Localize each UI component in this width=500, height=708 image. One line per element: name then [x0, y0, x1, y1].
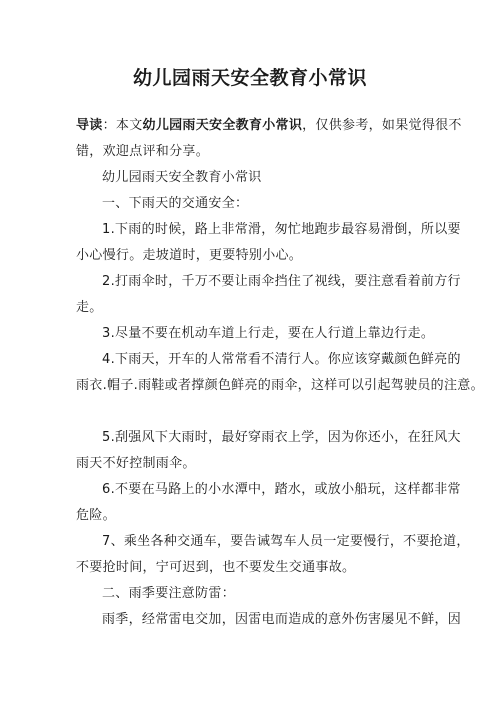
intro-doc-name: 幼儿园雨天安全教育小常识 [142, 118, 303, 133]
document-title: 幼儿园雨天安全教育小常识 [132, 67, 367, 89]
blank-line [76, 399, 426, 425]
paragraph-line: 7、乘坐各种交通车，要告诫驾车人员一定要慢行，不要抢道， [102, 534, 470, 549]
paragraph-line: 雨季，经常雷电交加，因雷电而造成的意外伤害屡见不鲜，因 [102, 612, 462, 627]
section-heading: 二、雨季要注意防雷： [102, 586, 236, 601]
paragraph-line: 雨衣.帽子.雨鞋或者撑颜色鲜亮的雨伞，这样可以引起驾驶员的注意。 [76, 378, 484, 393]
paragraph-line: 3.尽量不要在机动车道上行走，要在人行道上靠边行走。 [102, 326, 435, 341]
paragraph-line: 走。 [76, 300, 103, 315]
intro-line-2: 错，欢迎点评和分享。 [76, 144, 210, 159]
paragraph-line: 危险。 [76, 508, 116, 523]
paragraph-line: 1.下雨的时候，路上非常滑，匆忙地跑步最容易滑倒，所以要 [102, 222, 461, 237]
paragraph-line: 不要抢时间，宁可迟到，也不要发生交通事故。 [76, 560, 356, 575]
paragraph-line: 4.下雨天，开车的人常常看不清行人。你应该穿戴颜色鲜亮的 [102, 352, 461, 367]
paragraph-line: 6.不要在马路上的小水潭中，踏水，或放小船玩，这样都非常 [102, 482, 461, 497]
section-heading: 一、下雨天的交通安全： [102, 196, 249, 211]
paragraph-line: 幼儿园雨天安全教育小常识 [102, 170, 262, 185]
paragraph-line: 雨天不好控制雨伞。 [76, 456, 196, 471]
paragraph-line: 2.打雨伞时，千万不要让雨伞挡住了视线，要注意看着前方行 [102, 274, 461, 289]
paragraph-line: 5.刮强风下大雨时，最好穿雨衣上学，因为你还小，在狂风大 [102, 430, 461, 445]
document-body [76, 113, 484, 633]
intro-line-1 [76, 113, 462, 139]
intro-separator: ：本文 [102, 118, 143, 133]
paragraph-line: 小心慢行。走坡道时，更要特别小心。 [76, 248, 303, 263]
intro-rest-1: ，仅供参考，如果觉得很不 [302, 118, 462, 133]
intro-label: 导读 [76, 118, 103, 133]
